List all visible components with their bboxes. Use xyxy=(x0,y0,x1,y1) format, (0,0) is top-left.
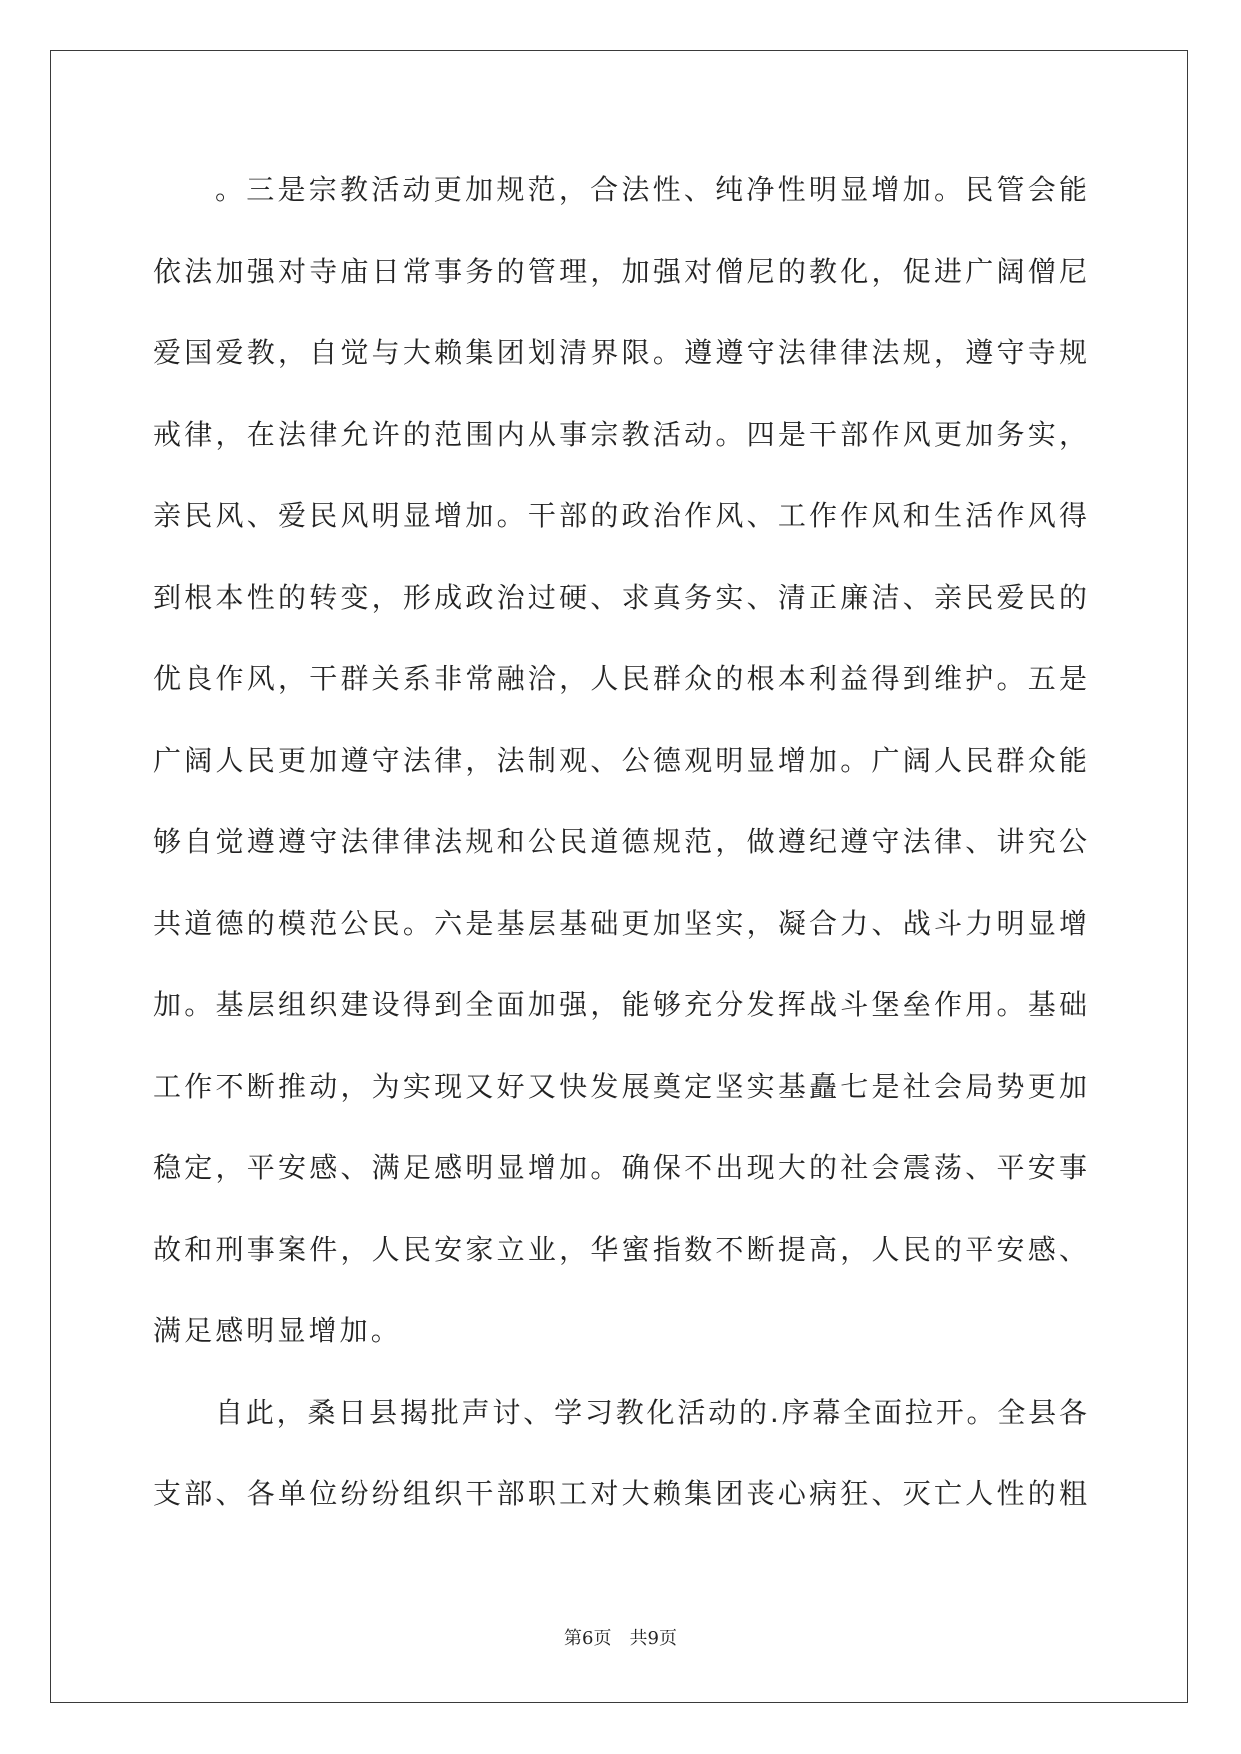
text-line: 支部、各单位纷纷组织干部职工对大赖集团丧心病狂、灭亡人性的粗 xyxy=(153,1477,1087,1510)
page-footer xyxy=(0,1624,1241,1650)
text-line: 广阔人民更加遵守法律，法制观、公德观明显增加。广阔人民群众能 xyxy=(153,743,1087,777)
text-line: 满足感明显增加。 xyxy=(153,1314,402,1347)
page-number: 第6页 xyxy=(564,1628,612,1649)
text-line: 故和刑事案件，人民安家立业，华蜜指数不断提高，人民的平安感、 xyxy=(153,1232,1087,1266)
document-body xyxy=(153,149,1087,1535)
text-line: 爱国爱教，自觉与大赖集团划清界限。遵遵守法律律法规，遵守寺规 xyxy=(153,336,1087,369)
text-line: 共道德的模范公民。六是基层基础更加坚实，凝合力、战斗力明显增 xyxy=(153,906,1087,940)
text-line: 亲民风、爱民风明显增加。干部的政治作风、工作作风和生活作风得 xyxy=(153,499,1087,532)
text-line: 戒律，在法律允许的范围内从事宗教活动。四是干部作风更加务实， xyxy=(153,417,1087,451)
text-line: 够自觉遵遵守法律律法规和公民道德规范，做遵纪遵守法律、讲究公 xyxy=(153,825,1087,858)
text-line: 加。基层组织建设得到全面加强，能够充分发挥战斗堡垒作用。基础 xyxy=(153,988,1087,1021)
page-total: 共9页 xyxy=(629,1628,677,1649)
text-line: 依法加强对寺庙日常事务的管理，加强对僧尼的教化，促进广阔僧尼 xyxy=(153,254,1087,288)
text-line: 。三是宗教活动更加规范，合法性、纯净性明显增加。民管会能 xyxy=(215,173,1087,206)
text-line: 稳定，平安感、满足感明显增加。确保不出现大的社会震荡、平安事 xyxy=(153,1151,1087,1184)
text-line: 优良作风，干群关系非常融洽，人民群众的根本利益得到维护。五是 xyxy=(153,662,1087,695)
text-line: 工作不断推动，为实现又好又快发展奠定坚实基矗七是社会局势更加 xyxy=(153,1069,1087,1103)
text-line: 到根本性的转变，形成政治过硬、求真务实、清正廉洁、亲民爱民的 xyxy=(153,580,1087,614)
text-line: 自此，桑日县揭批声讨、学习教化活动的.序幕全面拉开。全县各 xyxy=(215,1395,1087,1429)
